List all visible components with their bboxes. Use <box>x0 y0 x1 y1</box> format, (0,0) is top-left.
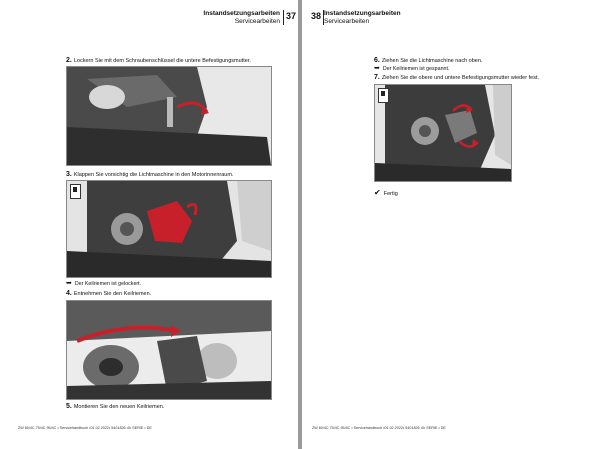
step-6-number: 6. <box>374 57 380 64</box>
photo-remove-belt-illustration <box>67 301 271 399</box>
photo-fold-alternator <box>66 180 272 278</box>
photo-tighten-nuts <box>374 84 512 182</box>
step-3 <box>66 171 233 179</box>
step-4-text: Entnehmen Sie den Keilriemen. <box>73 291 152 297</box>
step-2-text: Lockern Sie mit dem Schraubenschlüssel die untere Befestigungsmutter. <box>73 58 251 64</box>
manual-info-icon <box>378 88 389 103</box>
done-label: Fertig <box>383 191 398 197</box>
step-5 <box>66 403 164 411</box>
arrow-right-icon: ➥ <box>374 65 380 72</box>
photo-loosen-nut-illustration <box>67 67 271 165</box>
left-header-subtitle: Servicearbeiten <box>234 18 280 25</box>
result-belt-tensioned <box>374 65 449 73</box>
manual-info-icon <box>70 184 81 199</box>
left-header-divider <box>283 10 284 25</box>
right-page <box>302 0 600 449</box>
step-2 <box>66 57 251 65</box>
step-6-text: Ziehen Sie die Lichtmaschine nach oben. <box>381 58 483 64</box>
photo-fold-alternator-illustration <box>67 181 271 277</box>
step-2-number: 2. <box>66 57 72 64</box>
left-page-number: 37 <box>286 11 297 21</box>
photo-tighten-nuts-illustration <box>375 85 511 181</box>
result-belt-loosened <box>66 280 141 288</box>
left-footer: ZW 60/4C 75/4C 95/4C • Servicehandbuch •01.02.2022• 5401826 •0• SERIE • DE <box>18 426 152 430</box>
right-page-number: 38 <box>311 11 322 21</box>
step-3-text: Klappen Sie vorsichtig die Lichtmaschine in den Motorinnenraum. <box>73 172 234 178</box>
done-marker <box>374 188 398 197</box>
right-footer: ZW 60/4C 75/4C 95/4C • Servicehandbuch •01.02.2022• 5401826 •0• SERIE • DE <box>312 426 446 430</box>
step-4-number: 4. <box>66 290 72 297</box>
photo-loosen-nut <box>66 66 272 166</box>
right-header-subtitle: Servicearbeiten <box>324 18 370 25</box>
step-5-text: Montieren Sie den neuen Keilriemen. <box>73 404 165 410</box>
result-belt-loosened-text: Der Keilriemen ist gelockert. <box>74 281 142 287</box>
right-header-title: Instandsetzungsarbeiten <box>324 10 401 17</box>
arrow-right-icon: ➥ <box>66 280 72 287</box>
left-page <box>0 0 298 449</box>
result-belt-tensioned-text: Der Keilriemen ist gespannt. <box>382 66 450 72</box>
checkmark-icon: ✔ <box>374 188 381 197</box>
step-7-text: Ziehen Sie die obere und untere Befestigungsmutter wieder fest. <box>381 75 539 81</box>
right-header <box>324 10 401 26</box>
step-3-number: 3. <box>66 171 72 178</box>
step-5-number: 5. <box>66 403 72 410</box>
photo-remove-belt <box>66 300 272 400</box>
left-header-title: Instandsetzungsarbeiten <box>203 10 280 17</box>
step-7 <box>374 74 539 82</box>
left-header <box>203 10 280 26</box>
step-6 <box>374 57 482 65</box>
step-7-number: 7. <box>374 74 380 81</box>
step-4 <box>66 290 151 298</box>
